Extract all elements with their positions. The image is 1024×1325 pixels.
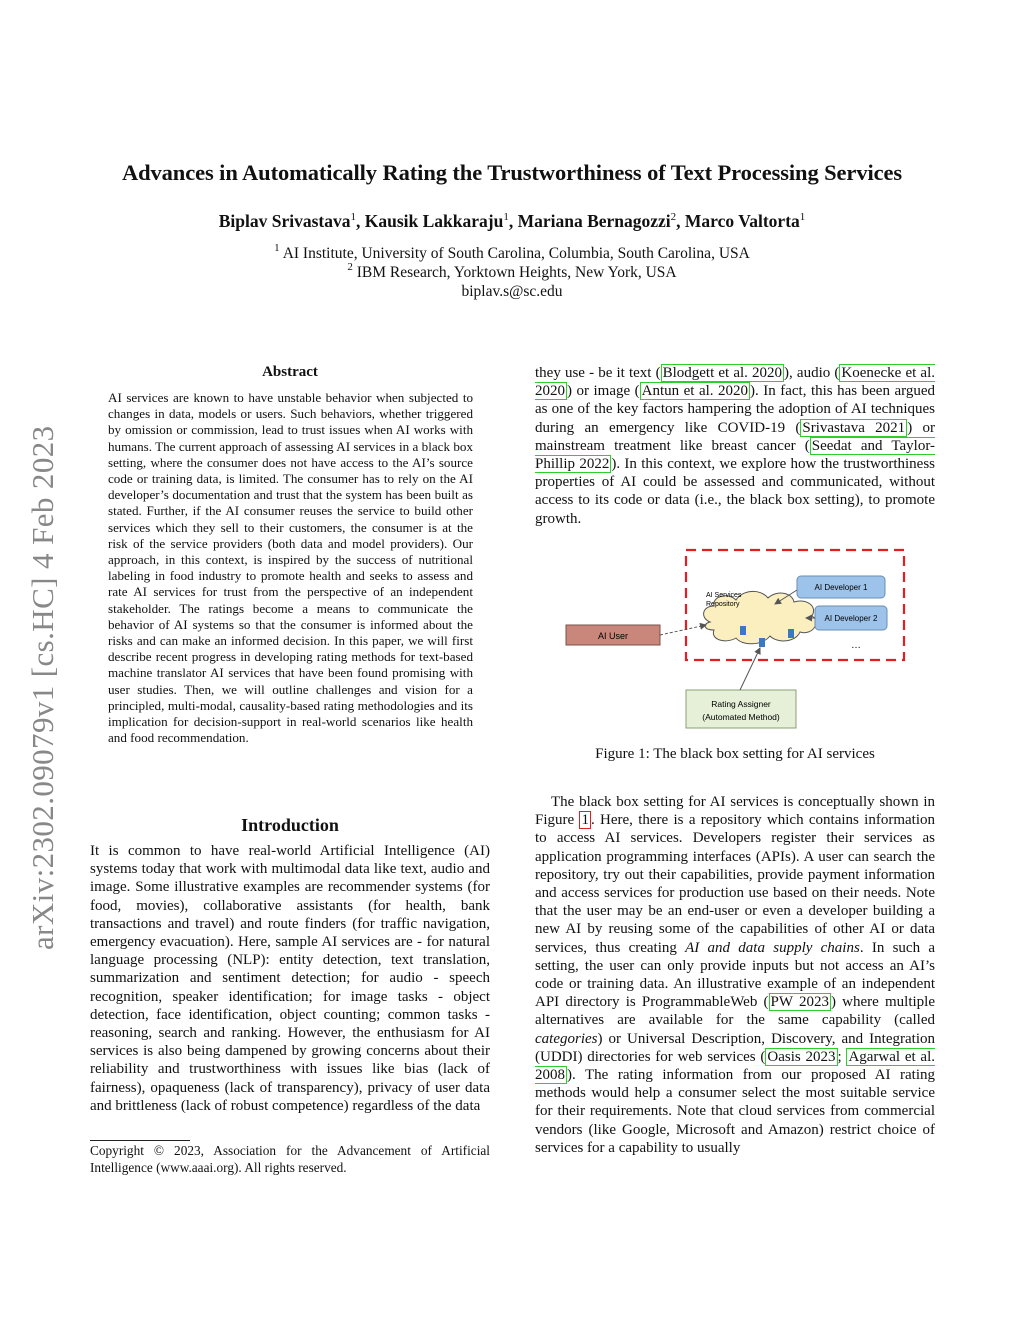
introduction-text: It is common to have real-world Artificial Intelligence (AI) systems today that work with multimodal data like text, audio and image. Some illustrative examples are recommender systems (for food, movies), collaborative assistants (for health, bank transactions and travel) and route finders (for traffic navigation, emergency evacuation). Here, sample AI services are - for natural language processing (NLP): entity detection, text translation, summarization and sentiment detection; for audio - speech recognition, speaker identification; for image tasks - object detection, face identification, object counting; common tasks - reasoning, search and ranking. However, the enthusiasm for AI services is also being dampened by growing concerns about their reliability and trustworthiness with issues like bias (lack of fairness), opaqueness (lack of transparency), privacy of user data and brittleness (lack of robust competence) regardless of the data — [90, 843, 490, 1114]
rating-assigner-label: Rating Assigner — [711, 699, 771, 709]
service-square — [759, 638, 765, 647]
footnote-rule — [90, 1140, 190, 1141]
arxiv-identifier[interactable]: arXiv:2302.09079v1 [cs.HC] 4 Feb 2023 — [25, 425, 60, 950]
figure-caption: Figure 1: The black box setting for AI services — [595, 746, 875, 762]
author-separator: , — [355, 211, 365, 231]
citation-link[interactable]: Oasis 2023 — [767, 1048, 836, 1065]
affiliation-mark: 1 — [350, 211, 356, 223]
affiliation-mark: 2 — [347, 261, 353, 273]
rating-assigner-box — [686, 690, 796, 728]
abstract-heading: Abstract — [262, 364, 318, 380]
affiliation-text: IBM Research, Yorktown Heights, New York, USA — [356, 264, 677, 281]
ai-developer-2-label: AI Developer 2 — [824, 614, 878, 623]
ai-developer-1-label: AI Developer 1 — [814, 583, 868, 592]
citation-link[interactable]: Seedat and Taylor-Phillip 2022 — [535, 437, 936, 473]
repository-label: AI Services — [706, 592, 742, 599]
author-name: Mariana Bernagozzi — [517, 211, 671, 231]
citation-link[interactable]: Agarwal et al. 2008 — [535, 1048, 936, 1084]
repository-cloud — [704, 591, 816, 643]
copyright-footnote: Copyright © 2023, Association for the Advancement of Artificial Intelligence (www.aaai.org). All rights reserved. — [90, 1143, 490, 1175]
paper-title: Advances in Automatically Rating the Trustworthiness of Text Processing Services — [121, 160, 903, 185]
citation-link[interactable]: Blodgett et al. 2020 — [662, 365, 783, 381]
author-separator: , — [676, 211, 685, 231]
service-square — [740, 626, 746, 635]
figure-reference-link[interactable]: 1 — [581, 812, 589, 829]
ai-user-label: AI User — [597, 631, 629, 641]
author-separator: , — [508, 211, 518, 231]
author-list — [0, 211, 1024, 232]
author-name: Biplav Srivastava — [218, 211, 351, 231]
citation-link[interactable]: Srivastava 2021 — [802, 419, 906, 436]
affiliation-mark: 1 — [503, 211, 509, 223]
introduction-heading: Introduction — [241, 815, 339, 835]
affiliation-2 — [0, 263, 1024, 282]
user-to-repository-arrow — [660, 625, 706, 635]
affiliation-text: AI Institute, University of South Carolina, Columbia, South Carolina, USA — [282, 245, 750, 262]
citation-link[interactable]: Antun et al. 2020 — [641, 383, 749, 400]
abstract-text: AI services are known to have unstable behavior when subjected to changes in data, models or users. Such behaviors, whether triggered by omission or commission, lead to trust issues when AI works with humans. The current approach of assessing AI services in a black box setting, where the consumer does not have access to the AI’s source code or training data, is limited. The consumer has to rely on the AI developer’s documentation and trust that the system has been built as stated. Further, if the AI consumer reuses the service to build other services which they sell to their customers, the consumer is at the risk of the service providers (both data and model providers). Our approach, in this context, is inspired by the success of nutritional labeling in food industry to promote health and seeks to assess and rate AI services for trust from the perspective of an independent stakeholder. The ratings become a means to communicate the behavior of AI systems so that the consumer is informed about the risks and can make an informed decision. In this paper, we will first describe recent progress in developing rating methods for text-based machine translator AI services that have been found promising with user studies. Then, we will outline challenges and vision for a principled, multi-modal, causality-based rating methodologies and its implication for decision-support in real-world scenarios like health and food recommendation. — [108, 390, 473, 746]
affiliation-1 — [0, 244, 1024, 263]
more-developers-ellipsis: … — [851, 640, 861, 651]
right-column-paragraph-1: they use - be it text ( Blodgett et al. 2020 ), audio ( Koenecke et al. 2020 ) or image ( Antun et al. 2020 ). In fact, this has been argued as one of the key factors hampering the adoption of AI techniques during an emergency like COVID-19 ( Srivastava 2021 ) or mainstream treatment like breast cancer ( Seedat and Taylor-Phillip 2022 ). In this context, we explore how the trustworthiness properties of AI could be assessed and communicated, without access to its code or data (i.e., the black box setting), to promote growth. — [535, 365, 936, 527]
citation-link[interactable]: Koenecke et al. 2020 — [535, 365, 935, 400]
figure-black-box-diagram — [560, 540, 920, 730]
affiliation-mark: 1 — [799, 211, 806, 223]
author-name: Kausik Lakkaraju — [364, 211, 504, 231]
service-square — [788, 629, 794, 638]
author-name: Marco Valtorta — [684, 211, 800, 231]
right-column-paragraph-2: The black box setting for AI services is conceptually shown in Figure 1 . Here, there is a repository which contains information to access AI services. Developers register their services as application programming interfaces (APIs). A user can search the repository, try out their capabilities, provide payment information and access services for production use based on their needs. Note that the user may be an end-user or even a developer building a new AI by reusing some of the capabilities of other AI or data services, thus creating AI and data supply chains. In such a setting, the user can only provide inputs but not access an AI’s code or training data. An illustrative example of an independent API directory is ProgrammableWeb ( PW 2023 ) where multiple alternatives are available for the same capability (called categories) or Universal Description, Discovery, and Integration (UDDI) directories for web services ( Oasis 2023 ; Agarwal et al. 2008 ). The rating information from our proposed AI rating methods would help a consumer select the most suitable service for their requirements. Note that cloud services from commercial vendors (like Google, Microsoft and Amazon) restrict choice of services for a capability to usually — [535, 794, 936, 1156]
affiliation-mark: 1 — [274, 242, 280, 254]
rating-assigner-sublabel: (Automated Method) — [702, 712, 780, 722]
affiliation-mark: 2 — [670, 211, 677, 223]
rating-to-repository-arrow — [740, 648, 760, 690]
repository-label: Repository — [706, 601, 740, 608]
contact-email[interactable]: biplav.s@sc.edu — [461, 283, 563, 300]
citation-link[interactable]: PW 2023 — [770, 994, 829, 1011]
